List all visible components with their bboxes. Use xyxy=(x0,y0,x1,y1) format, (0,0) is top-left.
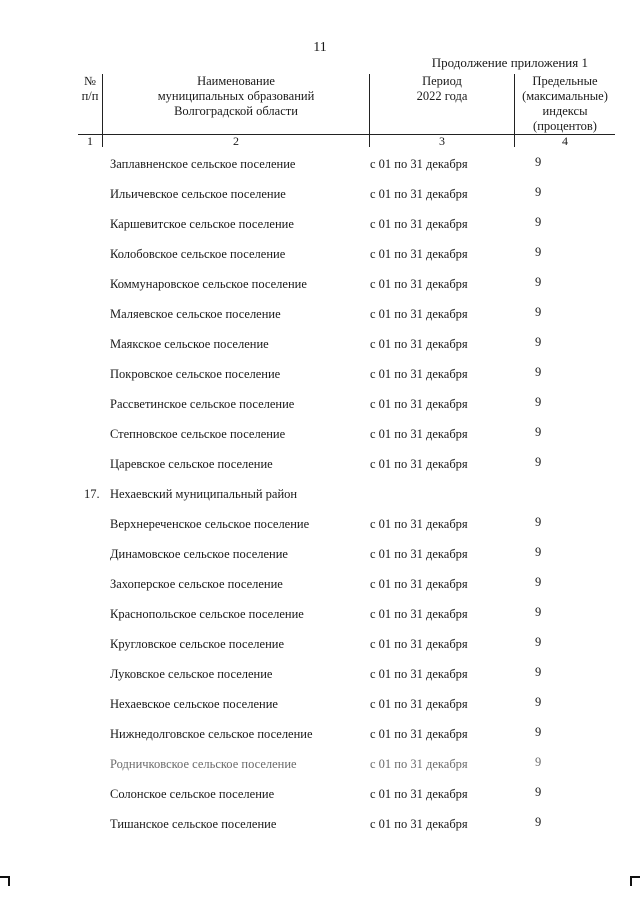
table-row xyxy=(0,750,640,780)
table-row xyxy=(0,450,640,480)
municipality-name: Нижнедолговское сельское поселение xyxy=(110,727,313,741)
municipality-name: Нехаевское сельское поселение xyxy=(110,697,278,711)
page-number: 11 xyxy=(313,40,327,55)
index-value: 9 xyxy=(535,365,542,379)
header-col-name-text: Наименование муниципальных образований Волгоградской области xyxy=(157,74,315,118)
index-value: 9 xyxy=(535,245,542,259)
index-value: 9 xyxy=(535,395,542,409)
index-value: 9 xyxy=(535,425,542,439)
table-row xyxy=(0,780,640,810)
header-col-index-text: Предельные (максимальные) индексы (процентов) xyxy=(522,74,608,133)
municipality-name: Динамовское сельское поселение xyxy=(110,547,288,561)
municipality-name: Верхнереченское сельское поселение xyxy=(110,517,310,531)
header-col-number xyxy=(78,74,103,135)
index-value: 9 xyxy=(535,575,542,589)
municipality-name: Рассветинское сельское поселение xyxy=(110,397,295,411)
period: с 01 по 31 декабря xyxy=(370,607,468,621)
scan-corner-mark-left xyxy=(0,876,10,886)
table-row xyxy=(0,150,640,180)
period: с 01 по 31 декабря xyxy=(370,727,468,741)
index-value: 9 xyxy=(535,755,542,769)
index-value: 9 xyxy=(535,515,542,529)
period: с 01 по 31 декабря xyxy=(370,277,468,291)
index-value: 9 xyxy=(535,335,542,349)
municipality-name: Царевское сельское поселение xyxy=(110,457,273,471)
table-row xyxy=(0,660,640,690)
index-value: 9 xyxy=(535,695,542,709)
municipality-name: Захоперское сельское поселение xyxy=(110,577,283,591)
table-row xyxy=(0,720,640,750)
period: с 01 по 31 декабря xyxy=(370,397,468,411)
header-col-name xyxy=(103,74,370,135)
period: с 01 по 31 декабря xyxy=(370,337,468,351)
column-number: 2 xyxy=(103,135,370,148)
table-row xyxy=(0,210,640,240)
index-value: 9 xyxy=(535,275,542,289)
continuation-label: Продолжение приложения 1 xyxy=(431,55,588,70)
header-col-period xyxy=(370,74,515,135)
index-value: 9 xyxy=(535,635,542,649)
index-value: 9 xyxy=(535,665,542,679)
table-row xyxy=(0,300,640,330)
table-row xyxy=(0,510,640,540)
period: с 01 по 31 декабря xyxy=(370,307,468,321)
municipality-name: Коммунаровское сельское поселение xyxy=(110,277,307,291)
municipality-name: Степновское сельское поселение xyxy=(110,427,286,441)
index-value: 9 xyxy=(535,815,542,829)
index-value: 9 xyxy=(535,155,542,169)
table-row xyxy=(0,360,640,390)
period: с 01 по 31 декабря xyxy=(370,247,468,261)
column-number: 4 xyxy=(562,134,568,148)
table-row xyxy=(0,180,640,210)
period: с 01 по 31 декабря xyxy=(370,457,468,471)
district-name: Нехаевский муниципальный район xyxy=(110,487,298,501)
period: с 01 по 31 декабря xyxy=(370,547,468,561)
index-value: 9 xyxy=(535,725,542,739)
table-row xyxy=(0,420,640,450)
period: с 01 по 31 декабря xyxy=(370,697,468,711)
period: с 01 по 31 декабря xyxy=(370,817,468,831)
table-row xyxy=(0,630,640,660)
municipality-name: Луковское сельское поселение xyxy=(110,667,273,681)
period: с 01 по 31 декабря xyxy=(370,787,468,801)
municipality-name: Покровское сельское поселение xyxy=(110,367,281,381)
period: с 01 по 31 декабря xyxy=(370,637,468,651)
municipality-name: Солонское сельское поселение xyxy=(110,787,275,801)
period: с 01 по 31 декабря xyxy=(370,427,468,441)
column-number: 3 xyxy=(370,135,515,148)
index-value: 9 xyxy=(535,185,542,199)
header-col-number-text: № п/п xyxy=(81,74,99,103)
municipality-name: Каршевитское сельское поселение xyxy=(110,217,294,231)
table-row xyxy=(0,810,640,840)
period: с 01 по 31 декабря xyxy=(370,157,468,171)
table-row xyxy=(0,390,640,420)
municipality-name: Маякское сельское поселение xyxy=(110,337,269,351)
municipality-name: Ильичевское сельское поселение xyxy=(110,187,286,201)
table-row xyxy=(0,330,640,360)
municipality-name: Колобовское сельское поселение xyxy=(110,247,286,261)
municipality-name: Заплавненское сельское поселение xyxy=(110,157,296,171)
period: с 01 по 31 декабря xyxy=(370,667,468,681)
table-row xyxy=(0,270,640,300)
period: с 01 по 31 декабря xyxy=(370,367,468,381)
municipality-name: Кругловское сельское поселение xyxy=(110,637,285,651)
header-col-index xyxy=(515,74,616,135)
index-value: 9 xyxy=(535,455,542,469)
period: с 01 по 31 декабря xyxy=(370,757,468,771)
index-value: 9 xyxy=(535,215,542,229)
district-row xyxy=(0,480,640,510)
table-row xyxy=(0,690,640,720)
column-numbers-row xyxy=(78,135,615,148)
table-header xyxy=(78,74,615,147)
period: с 01 по 31 декабря xyxy=(370,577,468,591)
table-row xyxy=(0,600,640,630)
scan-corner-mark-right xyxy=(630,876,640,886)
table-row xyxy=(0,570,640,600)
index-value: 9 xyxy=(535,605,542,619)
index-value: 9 xyxy=(535,545,542,559)
index-value: 9 xyxy=(535,785,542,799)
header-col-period-text: Период 2022 года xyxy=(416,74,468,103)
period: с 01 по 31 декабря xyxy=(370,217,468,231)
municipality-name: Тишанское сельское поселение xyxy=(110,817,277,831)
period: с 01 по 31 декабря xyxy=(370,517,468,531)
column-number: 1 xyxy=(78,135,103,148)
municipality-name: Краснопольское сельское поселение xyxy=(110,607,304,621)
municipality-name: Родничковское сельское поселение xyxy=(110,757,297,771)
municipality-name: Маляевское сельское поселение xyxy=(110,307,281,321)
table-row xyxy=(0,240,640,270)
index-value: 9 xyxy=(535,305,542,319)
table-row xyxy=(0,540,640,570)
row-number: 17. xyxy=(84,487,100,501)
period: с 01 по 31 декабря xyxy=(370,187,468,201)
